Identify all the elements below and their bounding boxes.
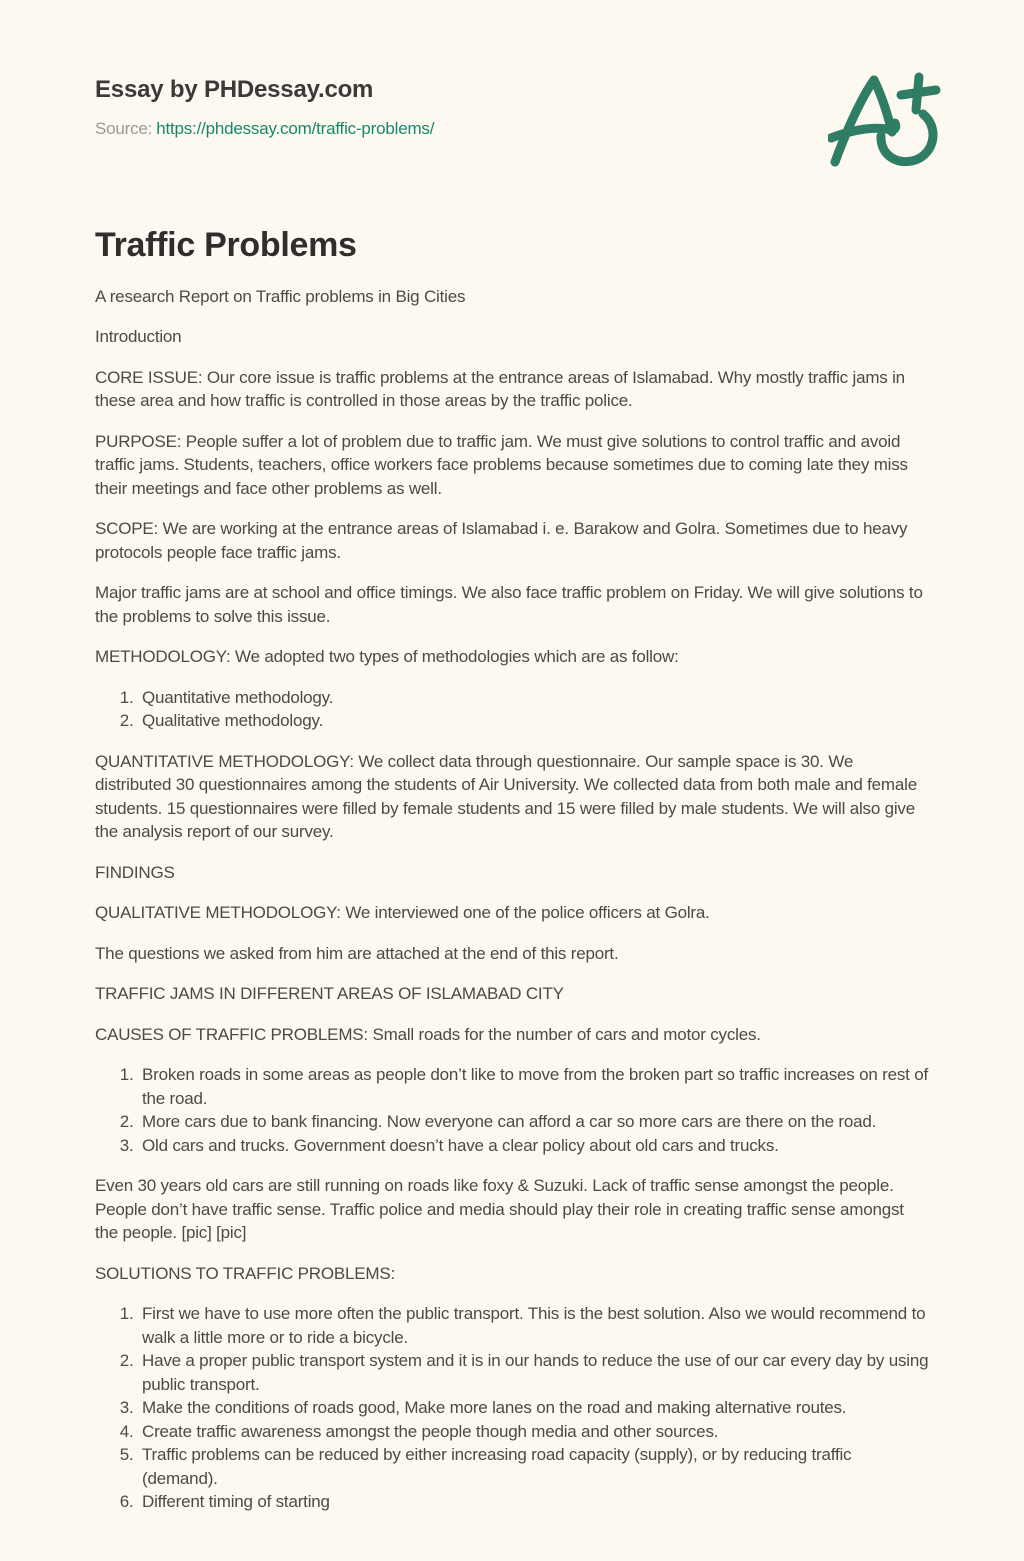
paragraph: QUALITATIVE METHODOLOGY: We interviewed one of the police officers at Golra. — [95, 903, 710, 923]
paragraph: QUANTITATIVE METHODOLOGY: We collect data through questionnaire. Our sample space is 30. We distributed 30 questionnaires among the students of Air University. We collected data from both male and female students. 15 questionnaires were filled by female students and 15 were filled by male students. We will also give the analysis report of our survey. — [95, 751, 917, 842]
list-item: 1. First we have to use more often the public transport. This is the best solution. Also we would recommend to walk a little more or to ride a bicycle. — [138, 1302, 930, 1349]
paragraph: CAUSES OF TRAFFIC PROBLEMS: Small roads for the number of cars and motor cycles. — [95, 1024, 761, 1044]
source-label: Source: — [95, 119, 153, 138]
phdessay-a-plus-logo-icon — [828, 70, 950, 168]
list-item: 2. Have a proper public transport system and it is in our hands to reduce the use of our car every day by using public transport. — [138, 1349, 930, 1396]
list-item: 2. More cars due to bank financing. Now everyone can afford a car so more cars are there on the road. — [138, 1110, 930, 1134]
list-item: 3. Make the conditions of roads good, Make more lanes on the road and making alternative routes. — [138, 1396, 930, 1420]
paragraph: TRAFFIC JAMS IN DIFFERENT AREAS OF ISLAMABAD CITY — [95, 984, 564, 1004]
source-line — [95, 119, 930, 139]
ordered-list — [95, 1302, 930, 1514]
paragraph: Introduction — [95, 327, 182, 347]
paragraph: FINDINGS — [95, 862, 175, 882]
site-header — [95, 76, 930, 139]
article-body — [95, 285, 930, 1514]
paragraph: Even 30 years old cars are still running on roads like foxy & Suzuki. Lack of traffic sense amongst the people. People don’t have traffic sense. Traffic police and media should play their role in creating traffic sense amongst the people. [pic] [pic] — [95, 1176, 904, 1243]
paragraph: PURPOSE: People suffer a lot of problem due to traffic jam. We must give solutions to control traffic and avoid traffic jams. Students, teachers, office workers face problems because sometimes due to coming late they miss their meetings and face other problems as well. — [95, 431, 908, 498]
list-item: 3. Old cars and trucks. Government doesn’t have a clear policy about old cars and trucks. — [138, 1134, 930, 1158]
paragraph: The questions we asked from him are attached at the end of this report. — [95, 943, 619, 963]
list-item: 2. Qualitative methodology. — [138, 709, 930, 733]
ordered-list — [95, 1063, 930, 1157]
article-title: Traffic Problems — [95, 226, 357, 264]
list-item: 4. Create traffic awareness amongst the people though media and other sources. — [138, 1420, 930, 1444]
paragraph: SOLUTIONS TO TRAFFIC PROBLEMS: — [95, 1263, 396, 1283]
list-item: 5. Traffic problems can be reduced by either increasing road capacity (supply), or by reducing traffic (demand). — [138, 1443, 930, 1490]
paragraph: CORE ISSUE: Our core issue is traffic problems at the entrance areas of Islamabad. Why mostly traffic jams in these area and how traffic is controlled in those areas by the traffic police. — [95, 367, 905, 411]
list-item: 6. Different timing of starting — [138, 1490, 930, 1514]
list-item: 1. Broken roads in some areas as people don’t like to move from the broken part so traffic increases on rest of the road. — [138, 1063, 930, 1110]
paragraph: METHODOLOGY: We adopted two types of methodologies which are as follow: — [95, 647, 679, 667]
paragraph: Major traffic jams are at school and office timings. We also face traffic problem on Friday. We will give solutions to the problems to solve this issue. — [95, 583, 923, 626]
ordered-list — [95, 686, 930, 733]
paragraph: A research Report on Traffic problems in Big Cities — [95, 286, 466, 306]
site-header-title: Essay by PHDessay.com — [95, 76, 374, 103]
paragraph: SCOPE: We are working at the entrance areas of Islamabad i. e. Barakow and Golra. Sometimes due to heavy protocols people face traffic jams. — [95, 519, 908, 562]
list-item: 1. Quantitative methodology. — [138, 686, 930, 710]
source-url-link[interactable]: https://phdessay.com/traffic-problems/ — [156, 119, 435, 138]
